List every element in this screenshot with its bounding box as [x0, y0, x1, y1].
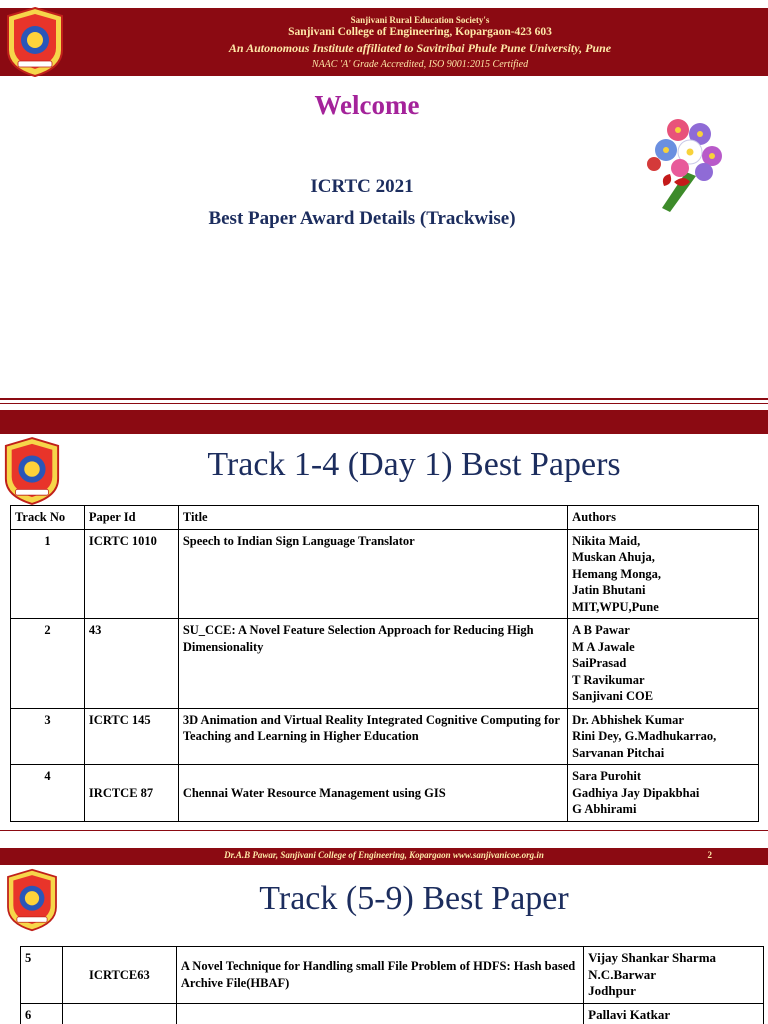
track-title: Track (5-9) Best Paper [259, 880, 569, 917]
column-header: Authors [568, 506, 759, 530]
table-row [21, 1003, 764, 1024]
paper-authors: Pallavi Katkar [584, 1003, 764, 1024]
paper-authors: Vijay Shankar Sharma N.C.Barwar Jodhpur [584, 947, 764, 1004]
affiliation-text: An Autonomous Institute affiliated to Savitribai Phule Pune University, Pune [228, 41, 612, 55]
table-row [21, 947, 764, 1004]
column-header: Title [178, 506, 567, 530]
table-row [11, 529, 759, 619]
table-row [11, 708, 759, 765]
track-number: 1 [11, 529, 85, 619]
paper-id: ICRTC 145 [84, 708, 178, 765]
paper-title: SU_CCE: A Novel Feature Selection Approach for Reducing High Dimensionality [178, 619, 567, 709]
college-logo-icon [2, 436, 62, 506]
paper-id: 43 [84, 619, 178, 709]
paper-title: A Novel Technique for Handling small File Problem of HDFS: Hash based Archive File(HBAF) [176, 947, 583, 1004]
best-papers-table [10, 505, 759, 822]
column-header: Paper Id [84, 506, 178, 530]
track-number: 3 [11, 708, 85, 765]
footer-text: Dr.A.B Pawar, Sanjivani College of Engineering, Kopargaon www.sanjivanicoe.org.in [224, 850, 544, 860]
page-number: 2 [707, 850, 712, 860]
paper-title: Chennai Water Resource Management using GIS [178, 765, 567, 822]
track-number: 4 [11, 765, 85, 822]
slide-divider [0, 403, 768, 404]
paper-title: 3D Animation and Virtual Reality Integrated Cognitive Computing for Teaching and Learning in Higher Education [178, 708, 567, 765]
paper-authors: Sara Purohit Gadhiya Jay Dipakbhai G Abhirami [568, 765, 759, 822]
column-header: Track No [11, 506, 85, 530]
welcome-heading: Welcome [314, 90, 420, 120]
slide-divider [0, 398, 768, 400]
header-band [0, 410, 768, 434]
table-row [11, 619, 759, 709]
footer-band [0, 848, 768, 865]
paper-authors: Nikita Maid, Muskan Ahuja, Hemang Monga, Jatin Bhutani MIT,WPU,Pune [568, 529, 759, 619]
footer-divider [0, 830, 768, 831]
society-name: Sanjivani Rural Education Society's [350, 15, 490, 25]
track-title: Track 1-4 (Day 1) Best Papers [207, 446, 621, 483]
table-row [11, 765, 759, 822]
award-subtitle: Best Paper Award Details (Trackwise) [208, 208, 516, 229]
track-number: 6 [21, 1003, 63, 1024]
paper-title: Speech to Indian Sign Language Translator [178, 529, 567, 619]
paper-title [176, 1003, 583, 1024]
flower-bouquet-icon [640, 112, 730, 216]
paper-id [62, 1003, 176, 1024]
paper-id: ICRTCE63 [62, 947, 176, 1004]
paper-id: ICRTC 1010 [84, 529, 178, 619]
track-number: 2 [11, 619, 85, 709]
slide-2 [0, 410, 768, 866]
college-logo-icon [4, 6, 66, 78]
best-papers-table [20, 946, 764, 1024]
event-name: ICRTC 2021 [310, 176, 414, 197]
slide-3 [0, 866, 768, 1024]
header-text [72, 8, 768, 76]
college-name: Sanjivani College of Engineering, Kopargaon-423 603 [288, 26, 552, 38]
accreditation-text: NAAC 'A' Grade Accredited, ISO 9001:2015 Certified [311, 59, 529, 70]
table-header-row [11, 506, 759, 530]
college-logo-icon [2, 868, 62, 932]
paper-authors: Dr. Abhishek Kumar Rini Dey, G.Madhukarrao, Sarvanan Pitchai [568, 708, 759, 765]
slide-1 [0, 0, 768, 410]
paper-id: IRCTCE 87 [84, 765, 178, 822]
paper-authors: A B Pawar M A Jawale SaiPrasad T Ravikumar Sanjivani COE [568, 619, 759, 709]
track-number: 5 [21, 947, 63, 1004]
